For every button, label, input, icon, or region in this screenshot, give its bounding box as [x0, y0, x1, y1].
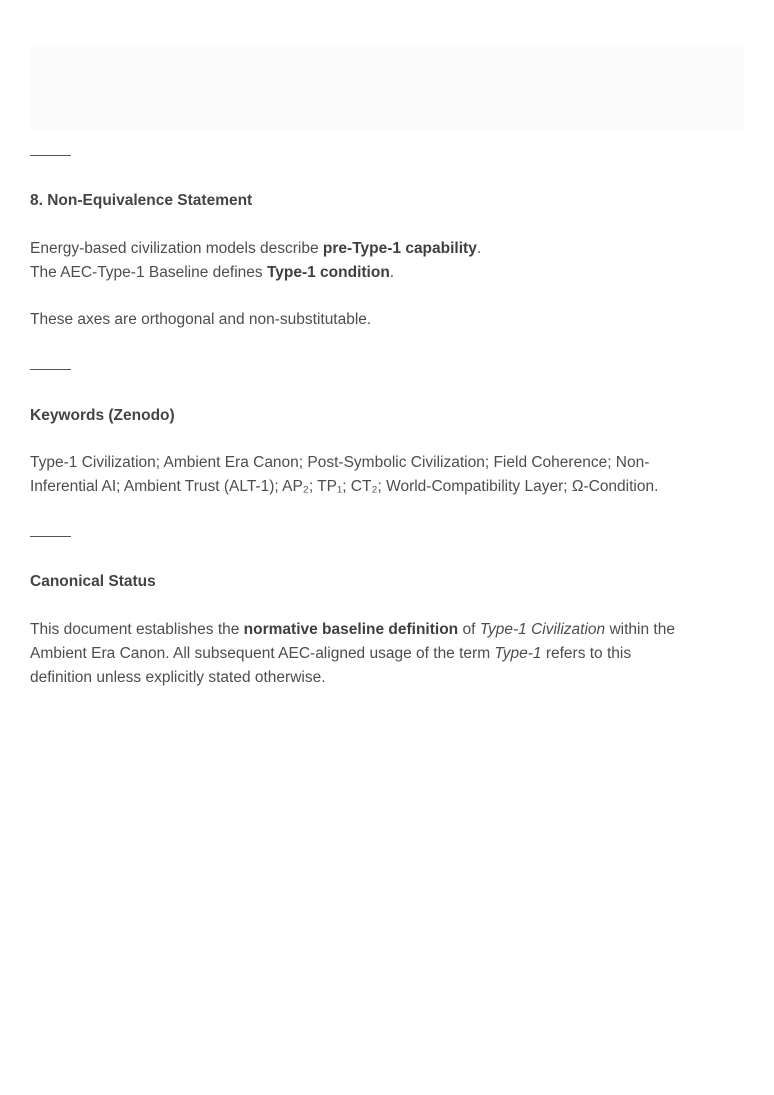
canonical-line-1 [30, 618, 744, 642]
text-segment: refers to this [541, 645, 632, 662]
text-segment: . [476, 240, 482, 257]
emphasis-text: normative baseline definition [243, 621, 459, 638]
italic-text: Type-1 [494, 645, 542, 662]
text-segment: This document establishes the [30, 621, 244, 638]
section-8-conclusion [30, 308, 744, 332]
keywords-heading: Keywords (Zenodo) [30, 407, 175, 424]
text-segment: within the [605, 621, 675, 638]
top-placeholder-block [30, 47, 744, 130]
section-8-body [30, 237, 744, 285]
emphasis-text: pre-Type-1 capability [322, 240, 477, 257]
section-divider [30, 369, 71, 370]
section-8-line-2 [30, 261, 744, 285]
emphasis-text: Type-1 condition [266, 264, 390, 281]
section-8-line-1 [30, 237, 744, 261]
section-divider [30, 155, 71, 156]
section-divider [30, 536, 71, 537]
section-8-heading: 8. Non-Equivalence Statement [30, 192, 253, 209]
keywords-body [30, 451, 744, 499]
text-segment: Ambient Era Canon. All subsequent AEC-aligned usage of the term [30, 645, 495, 662]
keywords-line-1: Type-1 Civilization; Ambient Era Canon; Post-Symbolic Civilization; Field Coherence; Non- [30, 454, 650, 471]
keywords-line-2: Inferential AI; Ambient Trust (ALT-1); AP₂; TP₁; CT₂; World-Compatibility Layer; Ω-Condition. [30, 478, 659, 495]
canonical-status-heading: Canonical Status [30, 573, 156, 590]
canonical-status-body [30, 618, 744, 690]
text-segment: Energy-based civilization models describe [30, 240, 323, 257]
text-segment: The AEC-Type-1 Baseline defines [30, 264, 267, 281]
text-segment: . [389, 264, 395, 281]
italic-text: Type-1 Civilization [479, 621, 606, 638]
canonical-line-2 [30, 642, 744, 666]
canonical-line-3: definition unless explicitly stated otherwise. [30, 669, 326, 686]
text-segment: of [458, 621, 480, 638]
section-8-line-3: These axes are orthogonal and non-substitutable. [30, 311, 372, 328]
